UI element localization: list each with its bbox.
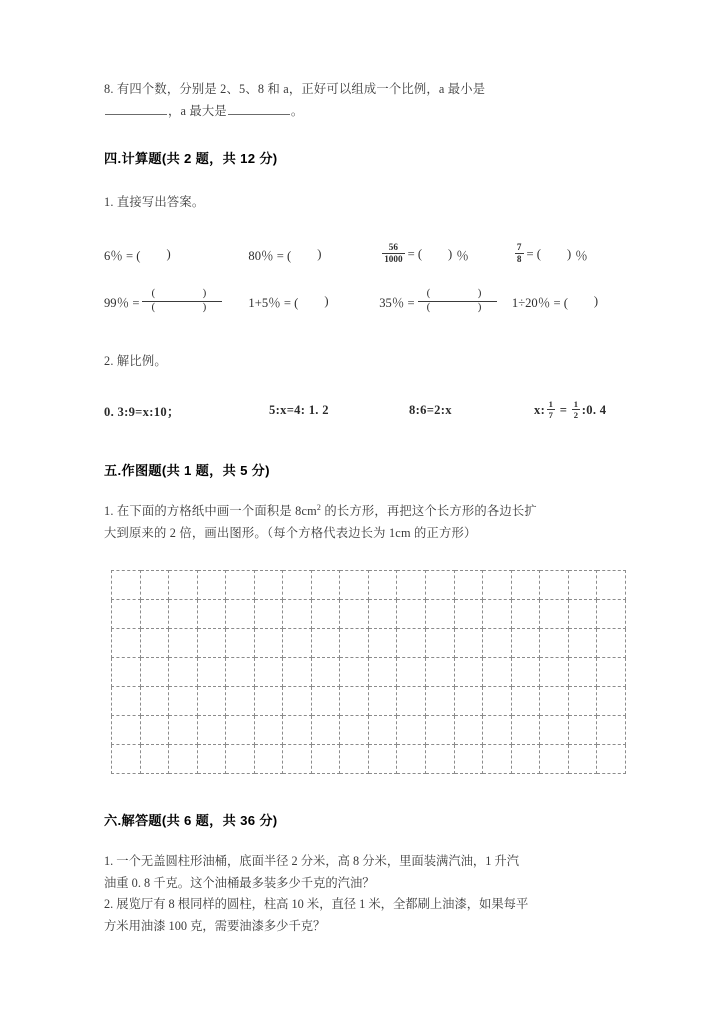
graph-grid-cell[interactable]	[340, 629, 369, 658]
proportion-item-4-suffix: :0. 4	[581, 402, 607, 417]
graph-grid-cell[interactable]	[368, 716, 397, 745]
graph-grid-cell[interactable]	[568, 658, 597, 687]
graph-grid-cell[interactable]	[254, 687, 283, 716]
graph-grid-cell[interactable]	[112, 658, 141, 687]
graph-grid-cell[interactable]	[397, 658, 426, 687]
graph-grid-cell[interactable]	[540, 629, 569, 658]
graph-grid-cell[interactable]	[197, 629, 226, 658]
graph-grid-cell[interactable]	[397, 716, 426, 745]
calc-item-1plus5pct-rhs: )	[324, 293, 329, 308]
graph-grid-cell[interactable]	[254, 716, 283, 745]
fraction-denominator: 2	[573, 409, 579, 420]
section-6-q1-line2: 油重 0. 8 千克。这个油桶最多装多少千克的汽油？	[104, 875, 375, 890]
graph-grid-cell[interactable]	[340, 716, 369, 745]
proportion-row	[104, 400, 629, 420]
graph-grid-cell[interactable]	[397, 600, 426, 629]
graph-grid-cell[interactable]	[254, 658, 283, 687]
graph-grid-cell[interactable]	[511, 687, 540, 716]
fraction-7-8	[515, 243, 524, 264]
graph-grid-cell[interactable]	[226, 629, 255, 658]
graph-grid-cell[interactable]	[540, 716, 569, 745]
graph-grid-cell[interactable]	[311, 629, 340, 658]
graph-grid-cell[interactable]	[226, 571, 255, 600]
section-4-sub-1: 1. 直接写出答案。	[104, 195, 205, 209]
calc-item-1plus5pct	[248, 292, 379, 311]
calc-item-1div20pct	[512, 292, 629, 311]
calc-item-80pct-rhs: )	[317, 246, 322, 261]
graph-grid-cell[interactable]	[140, 687, 169, 716]
graph-grid-row	[112, 658, 626, 687]
calc-item-7-8-lhs: = (	[526, 246, 541, 261]
section-5-heading: 五.作图题(共 1 题，共 5 分)	[104, 463, 270, 479]
graph-grid-row	[112, 716, 626, 745]
calc-item-99pct	[104, 288, 248, 313]
graph-grid-cell[interactable]	[454, 745, 483, 774]
calc-item-56-1000-unit: ％	[456, 248, 469, 263]
graph-grid-cell[interactable]	[368, 658, 397, 687]
graph-grid-cell[interactable]	[368, 687, 397, 716]
graph-grid-cell[interactable]	[511, 658, 540, 687]
graph-grid-cell[interactable]	[397, 629, 426, 658]
calc-item-7-8	[512, 243, 629, 264]
graph-grid-cell[interactable]	[283, 745, 312, 774]
section-5-question-1	[104, 500, 629, 544]
graph-grid-cell[interactable]	[368, 629, 397, 658]
question-8-prefix: 8. 有四个数，分别是 2、5、8 和 a，正好可以组成一个比例，a 最小是	[104, 82, 486, 96]
fraction-denominator: 7	[548, 409, 554, 420]
section-5-q1-line1-a: 1. 在下面的方格纸中画一个面积是 8cm	[104, 504, 317, 519]
calc-item-80pct-lhs: 80％ = (	[248, 248, 292, 263]
calc-row-1	[104, 239, 629, 269]
graph-grid-cell[interactable]	[197, 687, 226, 716]
graph-grid-cell[interactable]	[311, 716, 340, 745]
question-8-mid: ，a 最大是	[168, 104, 227, 118]
graph-grid-cell[interactable]	[426, 571, 455, 600]
graph-grid-cell[interactable]	[197, 571, 226, 600]
graph-grid-cell[interactable]	[311, 687, 340, 716]
graph-grid-cell[interactable]	[426, 629, 455, 658]
graph-grid-cell[interactable]	[140, 600, 169, 629]
section-6-q2-line1: 2. 展览厅有 8 根同样的圆柱，柱高 10 米，直径 1 米，全都刷上油漆，如果每平	[104, 897, 529, 912]
graph-grid-cell[interactable]	[140, 658, 169, 687]
graph-grid-cell[interactable]	[368, 600, 397, 629]
question-8-blank-1[interactable]	[105, 104, 167, 115]
graph-grid-cell[interactable]	[540, 600, 569, 629]
graph-grid-cell[interactable]	[169, 658, 198, 687]
graph-grid-cell[interactable]	[568, 716, 597, 745]
graph-grid-cell[interactable]	[112, 745, 141, 774]
calc-item-1div20pct-lhs: 1÷20％ = (	[511, 295, 568, 310]
graph-grid-cell[interactable]	[540, 658, 569, 687]
graph-grid-cell[interactable]	[511, 716, 540, 745]
graph-grid-cell[interactable]	[283, 629, 312, 658]
graph-grid-cell[interactable]	[112, 716, 141, 745]
graph-grid-cell[interactable]	[426, 687, 455, 716]
graph-grid-cell[interactable]	[197, 658, 226, 687]
blank-fraction-numerator[interactable]: ( )	[151, 287, 221, 300]
graph-grid-cell[interactable]	[254, 745, 283, 774]
graph-grid-cell[interactable]	[169, 745, 198, 774]
calc-item-56-1000-rhs: )	[448, 246, 453, 261]
graph-grid-cell[interactable]	[140, 629, 169, 658]
graph-grid-cell[interactable]	[483, 745, 512, 774]
proportion-item-3: 8:6=2:x	[409, 402, 452, 417]
graph-grid-cell[interactable]	[568, 600, 597, 629]
graph-grid-cell[interactable]	[483, 687, 512, 716]
graph-grid-cell[interactable]	[197, 716, 226, 745]
calc-item-7-8-rhs: )	[566, 246, 572, 261]
calc-item-6pct-rhs: )	[166, 246, 171, 261]
proportion-item-1: 0. 3:9=x:10；	[104, 404, 180, 419]
graph-grid-cell[interactable]	[112, 629, 141, 658]
graph-grid-row	[112, 629, 626, 658]
fraction-numerator: 1	[548, 398, 554, 409]
graph-grid-cell[interactable]	[197, 745, 226, 774]
graph-grid-cell[interactable]	[540, 745, 569, 774]
graph-grid-cell[interactable]	[226, 745, 255, 774]
graph-grid-cell[interactable]	[169, 600, 198, 629]
section-6-question-2	[104, 894, 629, 937]
graph-grid-cell[interactable]	[568, 629, 597, 658]
graph-grid-row	[112, 687, 626, 716]
proportion-item-4-equals: =	[559, 402, 568, 417]
section-6-heading: 六.解答题(共 6 题，共 36 分)	[104, 813, 278, 829]
graph-grid-cell[interactable]	[311, 571, 340, 600]
graph-grid-cell[interactable]	[597, 716, 626, 745]
calc-item-1plus5pct-lhs: 1+5％ = (	[248, 295, 299, 310]
graph-grid-cell[interactable]	[397, 745, 426, 774]
calc-item-35pct	[379, 288, 512, 313]
graph-grid-cell[interactable]	[454, 716, 483, 745]
graph-grid-cell[interactable]	[311, 658, 340, 687]
graph-grid-cell[interactable]	[340, 571, 369, 600]
section-5-q1-line1-b: 的长方形，再把这个长方形的各边长扩	[321, 504, 537, 519]
blank-fraction-numerator[interactable]: ( )	[426, 287, 496, 300]
graph-grid-cell[interactable]	[311, 600, 340, 629]
question-8-blank-2[interactable]	[228, 104, 290, 115]
graph-grid-cell[interactable]	[226, 716, 255, 745]
graph-grid-cell[interactable]	[254, 629, 283, 658]
graph-grid-cell[interactable]	[340, 687, 369, 716]
graph-grid-cell[interactable]	[511, 745, 540, 774]
question-8	[104, 78, 629, 122]
page-content	[104, 78, 629, 937]
graph-grid-cell[interactable]	[426, 600, 455, 629]
proportion-item-4-prefix: x:	[534, 402, 546, 417]
graph-grid-cell[interactable]	[568, 571, 597, 600]
graph-grid-cell[interactable]	[426, 658, 455, 687]
blank-fraction-35pct[interactable]	[418, 288, 498, 313]
fraction-56-1000	[382, 243, 404, 264]
graph-grid-cell[interactable]	[483, 716, 512, 745]
calc-item-1div20pct-rhs: )	[593, 293, 599, 308]
graph-grid-cell[interactable]	[340, 658, 369, 687]
graph-grid-cell[interactable]	[597, 571, 626, 600]
graph-grid-cell[interactable]	[197, 600, 226, 629]
graph-grid-cell[interactable]	[169, 629, 198, 658]
calc-item-6pct-lhs: 6％ = (	[104, 248, 141, 263]
graph-grid-cell[interactable]	[368, 571, 397, 600]
graph-grid-cell[interactable]	[540, 687, 569, 716]
section-6-question-1	[104, 851, 629, 894]
fraction-denominator: 8	[516, 253, 522, 264]
calc-item-35pct-lhs: 35％ =	[379, 295, 415, 310]
calc-item-56-1000-lhs: = (	[407, 246, 423, 261]
graph-grid-cell[interactable]	[454, 629, 483, 658]
graph-grid-cell[interactable]	[140, 745, 169, 774]
graph-grid-cell[interactable]	[169, 716, 198, 745]
graph-grid-cell[interactable]	[112, 571, 141, 600]
graph-grid-cell[interactable]	[597, 600, 626, 629]
section-4-heading: 四.计算题(共 2 题，共 12 分)	[104, 151, 278, 166]
graph-grid-cell[interactable]	[169, 687, 198, 716]
question-8-suffix: 。	[290, 104, 304, 118]
graph-grid-cell[interactable]	[112, 687, 141, 716]
fraction-1-2	[572, 400, 581, 420]
graph-grid-cell[interactable]	[140, 571, 169, 600]
calc-item-7-8-unit: ％	[575, 248, 588, 263]
graph-paper-grid[interactable]	[111, 570, 626, 774]
graph-grid-cell[interactable]	[368, 745, 397, 774]
graph-grid-cell[interactable]	[426, 745, 455, 774]
graph-grid-cell[interactable]	[311, 745, 340, 774]
graph-grid-cell[interactable]	[283, 658, 312, 687]
blank-fraction-denominator[interactable]: ( )	[142, 301, 222, 314]
graph-grid-cell[interactable]	[597, 745, 626, 774]
graph-grid-cell[interactable]	[283, 600, 312, 629]
graph-grid-cell[interactable]	[112, 600, 141, 629]
graph-grid-cell[interactable]	[540, 571, 569, 600]
section-6-q1-line1: 1. 一个无盖圆柱形油桶，底面半径 2 分米，高 8 分米，里面装满汽油，1 升汽	[104, 854, 520, 869]
graph-grid-cell[interactable]	[597, 629, 626, 658]
graph-grid-cell[interactable]	[568, 745, 597, 774]
fraction-1-7	[547, 400, 556, 420]
graph-grid-cell[interactable]	[254, 571, 283, 600]
graph-grid-cell[interactable]	[226, 658, 255, 687]
graph-grid-cell[interactable]	[483, 658, 512, 687]
section-6-q2-line2: 方米用油漆 100 克，需要油漆多少千克？	[104, 918, 326, 933]
graph-grid-cell[interactable]	[597, 687, 626, 716]
graph-grid-row	[112, 571, 626, 600]
blank-fraction-denominator[interactable]: ( )	[418, 301, 498, 314]
section-5-q1-superscript: 2	[316, 502, 322, 512]
fraction-numerator: 1	[573, 398, 579, 409]
graph-grid-cell[interactable]	[283, 571, 312, 600]
fraction-numerator: 56	[388, 241, 398, 252]
graph-grid-row	[112, 600, 626, 629]
proportion-item-2: 5:x=4: 1. 2	[269, 402, 329, 417]
graph-grid-cell[interactable]	[454, 687, 483, 716]
graph-grid-cell[interactable]	[226, 600, 255, 629]
calc-row-2	[104, 286, 629, 316]
graph-grid-cell[interactable]	[426, 716, 455, 745]
graph-grid-cell[interactable]	[283, 716, 312, 745]
blank-fraction-99pct[interactable]	[142, 288, 222, 313]
graph-grid-cell[interactable]	[340, 745, 369, 774]
graph-grid-cell[interactable]	[483, 629, 512, 658]
fraction-numerator: 7	[516, 241, 522, 252]
graph-grid-cell[interactable]	[397, 571, 426, 600]
graph-grid-cell[interactable]	[454, 600, 483, 629]
section-5-q1-line2: 大到原来的 2 倍，画出图形。（每个方格代表边长为 1cm 的正方形）	[104, 526, 477, 541]
section-4-sub-2: 2. 解比例。	[104, 354, 167, 368]
graph-grid-cell[interactable]	[454, 658, 483, 687]
graph-grid-cell[interactable]	[454, 571, 483, 600]
graph-grid-cell[interactable]	[140, 716, 169, 745]
proportion-item-4	[534, 400, 629, 420]
graph-grid-cell[interactable]	[597, 658, 626, 687]
graph-grid-cell[interactable]	[511, 600, 540, 629]
graph-grid-cell[interactable]	[340, 600, 369, 629]
graph-grid-cell[interactable]	[483, 600, 512, 629]
graph-grid-cell[interactable]	[483, 571, 512, 600]
graph-grid-cell[interactable]	[226, 687, 255, 716]
calc-item-56-1000	[379, 243, 512, 264]
graph-grid-cell[interactable]	[511, 571, 540, 600]
fraction-denominator: 1000	[384, 253, 403, 264]
graph-grid-cell[interactable]	[397, 687, 426, 716]
graph-grid-cell[interactable]	[169, 571, 198, 600]
graph-grid-cell[interactable]	[283, 687, 312, 716]
calc-item-99pct-lhs: 99％ =	[104, 295, 140, 310]
graph-paper-grid-wrapper	[111, 570, 626, 774]
graph-grid-cell[interactable]	[254, 600, 283, 629]
graph-grid-cell[interactable]	[568, 687, 597, 716]
graph-grid-row	[112, 745, 626, 774]
calc-item-80pct	[248, 245, 379, 264]
graph-grid-body	[112, 571, 626, 774]
calc-item-6pct	[104, 245, 248, 264]
graph-grid-cell[interactable]	[511, 629, 540, 658]
